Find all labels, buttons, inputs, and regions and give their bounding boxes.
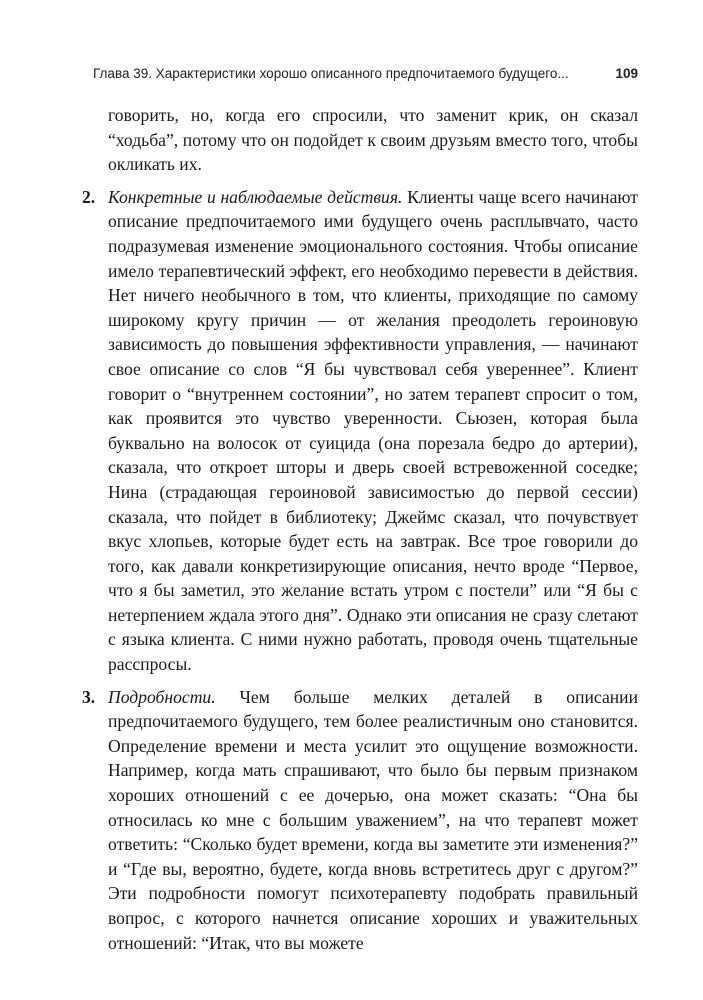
list-item-3 [82,685,638,956]
item-lead: Конкретные и наблюдаемые действия. [108,186,403,207]
body-text [82,103,638,955]
item-body: Чем больше мелких деталей в описании предпочитаемого будущего, тем более реалистичным оно становится. Определение времени и места усилит это ощущение возможности. Например, когда мать спрашивают, что было бы первым признаком хороших отношений с ее дочерью, она может сказать: “Она бы относилась ко мне с большим уважением”, на что терапевт может ответить: “Сколько будет времени, когда вы заметите эти изменения?” и “Где вы, вероятно, будете, когда вновь встретитесь друг с другом?” Эти подробности помогут психотерапевту подобрать правильный вопрос, с которого начнется описание хороших и уважительных отношений: “Итак, что вы можете [108,686,638,953]
item-number: 2. [82,186,96,207]
item-body: Клиенты чаще всего начинают описание предпочитаемого ими будущего очень расплывчато, часто подразумевая изменение эмоционального состояния. Чтобы описание имело терапевтический эффект, его необходимо перевести в действия. Нет ничего необычного в том, что клиенты, приходящие по самому широкому кругу причин — от желания преодолеть героиновую зависимость до повышения эффективности управления, — начинают свое описание со слов “Я бы чувствовал себя увереннее”. Клиент говорит о “внутреннем состоянии”, но затем терапевт спросит о том, как проявится это чувство уверенности. Сьюзен, которая была буквально на волосок от суицида (она порезала бедро до артерии), сказала, что откроет шторы и дверь своей встревоженной соседке; Нина (страдающая героиновой зависимостью до первой сессии) сказала, что пойдет в библиотеку; Джеймс сказал, что почувствует вкус хлопьев, которые будет есть на завтрак. Все трое говорили до того, как давали конкретизирующие описания, нечто вроде “Первое, что я бы заметил, это желание встать утром с постели” или “Я бы с нетерпением ждала этого дня”. Однако эти описания не сразу слетают с языка клиента. С ними нужно работать, проводя очень тщательные расспросы. [108,186,638,675]
item-text [108,185,638,677]
page-number: 109 [615,66,638,81]
item-lead: Подробности. [108,686,216,707]
running-head [93,66,638,81]
item-number: 3. [82,686,96,707]
item-text [108,685,638,956]
continuation-paragraph: говорить, но, когда его спросили, что заменит крик, он сказал “ходьба”, потому что он подойдет к своим друзьям вместо того, чтобы окликать их. [108,105,638,175]
running-title: Глава 39. Характеристики хорошо описанного предпочитаемого будущего... [93,66,569,81]
list-item-2 [82,185,638,677]
